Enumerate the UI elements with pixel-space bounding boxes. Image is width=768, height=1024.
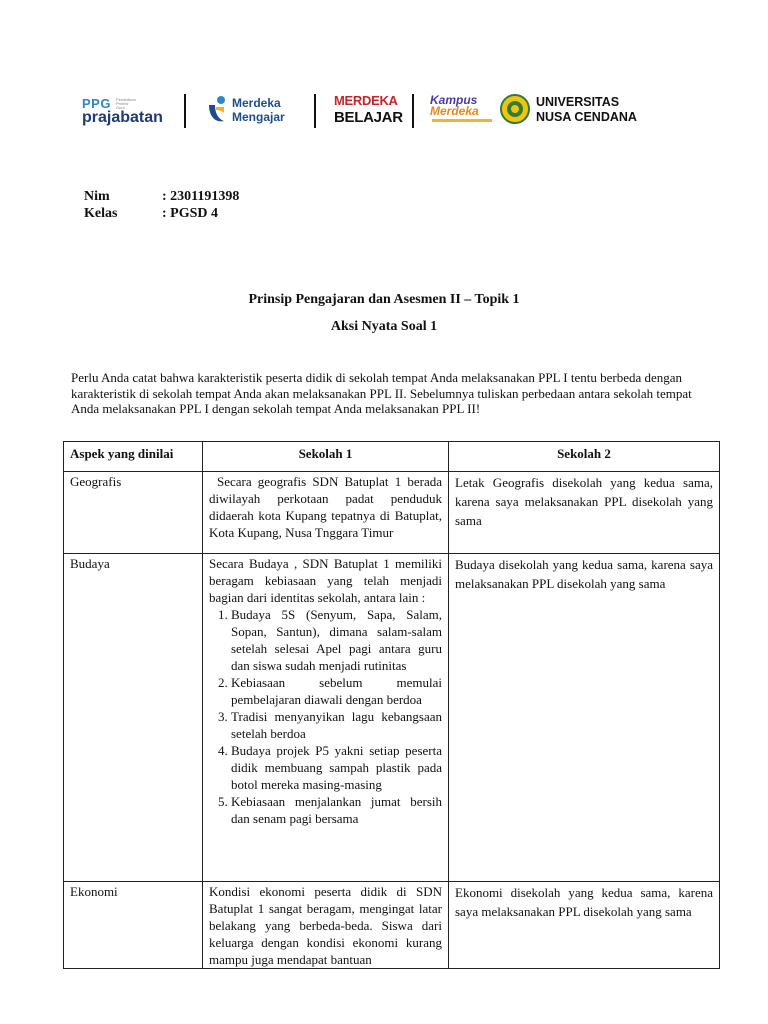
ppg-prajabatan-logo [80,88,176,136]
aspect-cell: Geografis [64,472,203,554]
budaya-list [209,606,442,827]
prajabatan-logo-text: prajabatan [82,109,163,126]
merdeka-mengajar-icon [206,95,228,125]
logo-divider [412,94,414,128]
merdeka-belajar-line1: MERDEKA [334,93,398,108]
list-item: 4. Budaya projek P5 yakni setiap peserta didik membuang sampah plastik pada botol mereka masing-masing [231,742,442,793]
list-item: 5. Kebiasaan menjalankan jumat bersih dan senam pagi bersama [231,793,442,827]
sekolah-2-cell: Budaya disekolah yang kedua sama, karena saya melaksanakan PPL disekolah yang sama [449,554,720,882]
merdeka-mengajar-logo [206,88,296,136]
table-row [64,882,720,969]
ppg-logo-text: PPG [82,96,111,111]
kampus-merdeka-logo [430,88,500,136]
merdeka-mengajar-line2: Mengajar [232,110,285,124]
merdeka-mengajar-line1: Merdeka [232,96,281,110]
budaya-intro-text: Secara Budaya , SDN Batuplat 1 memiliki beragam kebiasaan yang telah menjadi bagian dari identitas sekolah, antara lain : [209,556,442,605]
nim-row [84,188,239,205]
aspect-cell: Ekonomi [64,882,203,969]
sekolah-1-cell [203,554,449,882]
nim-label: Nim [84,189,110,204]
merdeka-belajar-logo [334,88,403,136]
sekolah-1-cell: Secara geografis SDN Batuplat 1 berada diwilayah perkotaan padat penduduk didaerah kota Kupang tepatnya di Batuplat, Kota Kupang, Nusa Tnggara Timur [203,472,449,554]
comparison-table [63,441,720,969]
nim-value: : 2301191398 [162,189,240,204]
logo-divider [314,94,316,128]
university-name-line2: NUSA CENDANA [536,110,637,124]
instruction-paragraph: Perlu Anda catat bahwa karakteristik peserta didik di sekolah tempat Anda melaksanakan PPL I tentu berbeda dengan karakteristik di sekolah tempat Anda akan melaksanakan PPL II. Sebelumnya tuliskan perbedaan antara sekolah tempat Anda melaksanakan PPL I dengan sekolah tempat Anda melaksanakan PPL II! [71,370,692,416]
table-row [64,472,720,554]
kampus-merdeka-line2: Merdeka [430,104,479,118]
sekolah-2-cell: Letak Geografis disekolah yang kedua sama, karena saya melaksanakan PPL disekolah yang sama [449,472,720,554]
kelas-value: : PGSD 4 [162,206,218,221]
logo-divider [184,94,186,128]
header-aspect: Aspek yang dinilai [64,442,203,472]
kelas-label: Kelas [84,206,118,221]
ppg-logo-small-text: Pendidikan Profesi Guru [116,97,136,110]
table-header-row [64,442,720,472]
document-subtitle: Aksi Nyata Soal 1 [330,319,438,334]
table-row [64,554,720,882]
list-item: 1. Budaya 5S (Senyum, Sapa, Salam, Sopan, Santun), dimana salam-salam setelah selesai Apel pagi antara guru dan siswa sudah menjadi rutinitas [231,606,442,674]
header-sekolah-2: Sekolah 2 [449,442,720,472]
list-item: 2. Kebiasaan sebelum memulai pembelajaran diawali dengan berdoa [231,674,442,708]
kelas-row [84,205,218,222]
logo-strip [80,88,680,136]
universitas-nusa-cendana-logo [500,88,680,136]
aspect-cell: Budaya [64,554,203,882]
university-seal-icon [500,94,530,124]
kampus-merdeka-line1: Kampus [430,93,478,107]
sekolah-2-cell: Ekonomi disekolah yang kedua sama, karena saya melaksanakan PPL disekolah yang sama [449,882,720,969]
document-title: Prinsip Pengajaran dan Asesmen II – Topik 1 [248,292,520,307]
header-sekolah-1: Sekolah 1 [203,442,449,472]
university-name-line1: UNIVERSITAS [536,95,620,109]
kampus-merdeka-underline [432,119,492,122]
list-item: 3. Tradisi menyanyikan lagu kebangsaan setelah berdoa [231,708,442,742]
sekolah-1-cell: Kondisi ekonomi peserta didik di SDN Batuplat 1 sangat beragam, mengingat latar belakang yang berbeda-beda. Siswa dari keluarga dengan kondisi ekonomi kurang mampu juga mendapat bantuan [203,882,449,969]
merdeka-belajar-line2: BELAJAR [334,109,403,126]
